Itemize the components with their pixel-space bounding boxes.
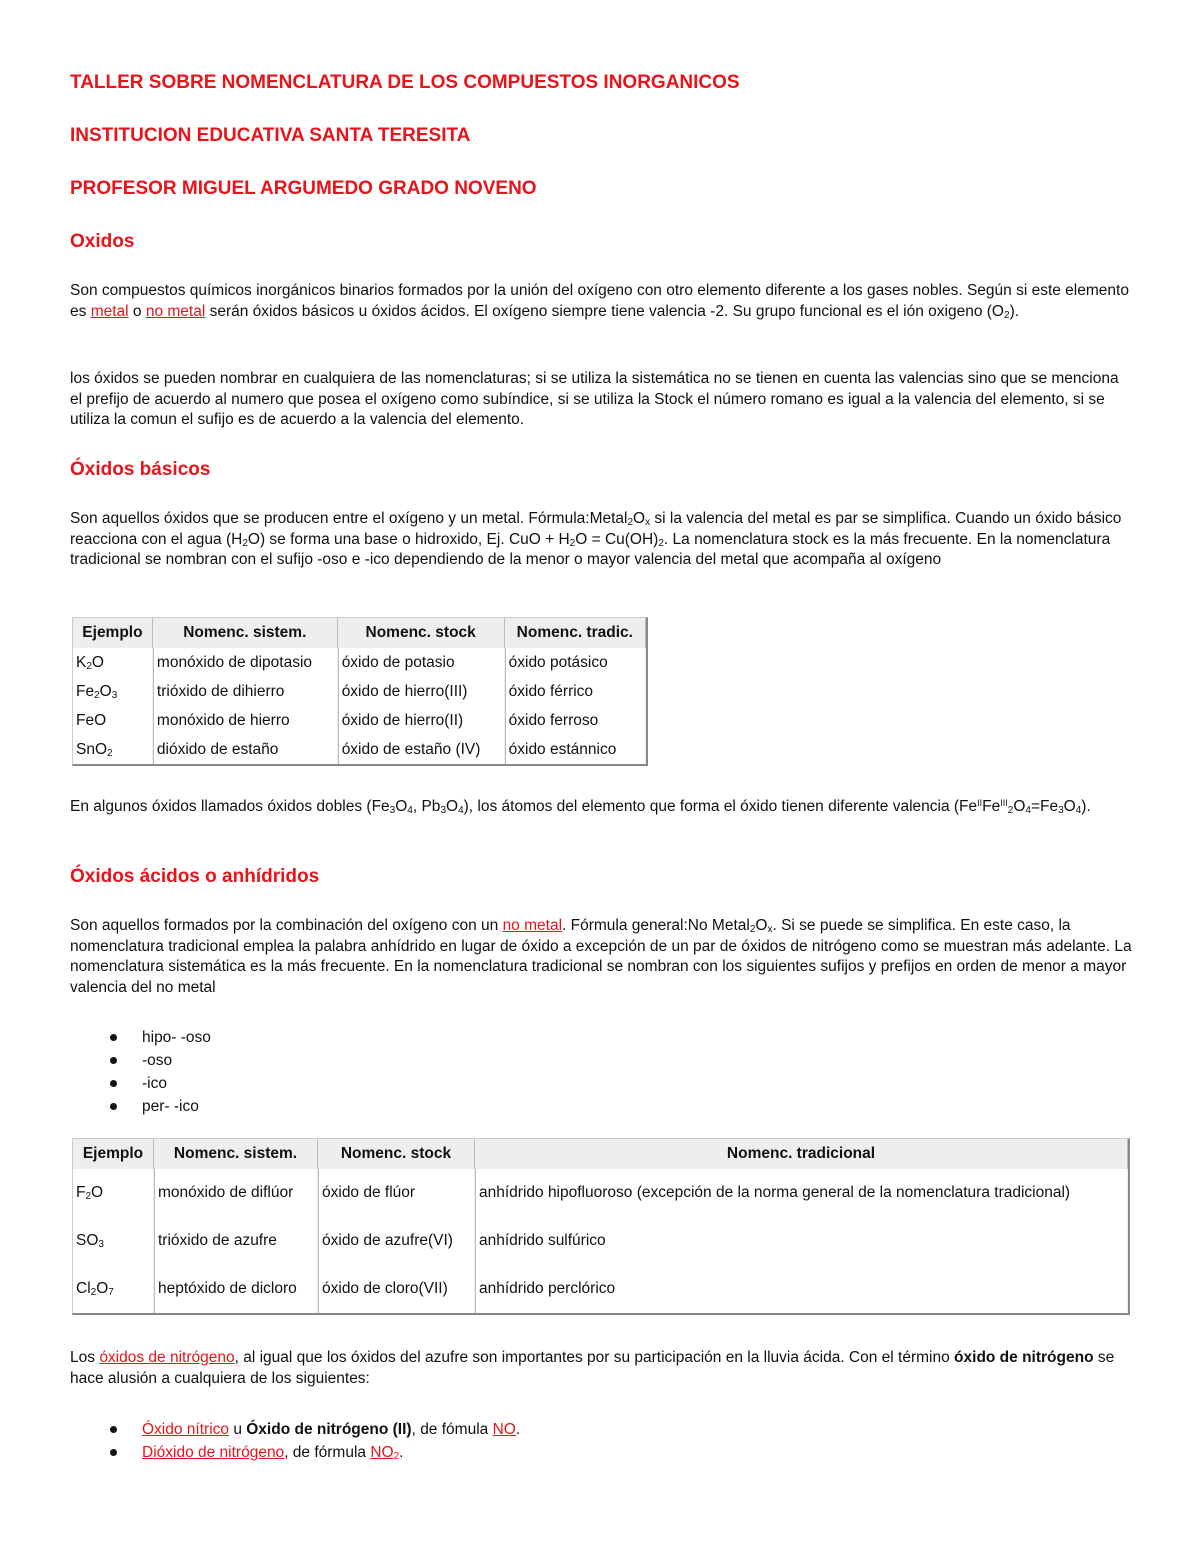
institution-title: INSTITUCION EDUCATIVA SANTA TERESITA [70, 125, 471, 146]
table-header-row [73, 618, 646, 648]
suffix-prefix-list [110, 1026, 211, 1118]
tradic-cell: anhídrido hipofluoroso (excepción de la norma general de la nomenclatura tradicional) [475, 1169, 1128, 1217]
list-item: Dióxido de nitrógeno, de fórmula $NO_2$. [110, 1441, 520, 1464]
basic-oxides-table [72, 617, 648, 766]
table-row [73, 735, 646, 764]
formula-cell: $F_2O$ [73, 1169, 154, 1217]
column-header: Nomenc. sistem. [153, 618, 338, 648]
no-metal-link[interactable]: no metal [145, 302, 206, 320]
stock-cell: óxido de potasio [338, 648, 505, 677]
no2-formula-link[interactable]: $NO_2$ [370, 1444, 400, 1462]
column-header: Nomenc. tradic. [505, 618, 646, 648]
list-item: hipo- -oso [110, 1026, 211, 1049]
stock-cell: óxido de cloro(VII) [318, 1265, 475, 1313]
sistem-cell: monóxido de diflúor [154, 1169, 318, 1217]
oxidos-nomenclature-paragraph: los óxidos se pueden nombrar en cualquiera de las nomenclaturas; si se utiliza la sistemática no se tienen en cuenta las valencias sino que se menciona el prefijo de acuerdo al numero que posea el oxígeno como subíndice, si se utiliza la Stock el número romano es igual a la valencia del elemento, si se utiliza la comun el sufijo es de acuerdo a la valencia del elemento. [70, 370, 1119, 428]
section-heading-oxidos-acidos: Óxidos ácidos o anhídridos [70, 866, 320, 887]
table-row [73, 706, 646, 735]
tradic-cell: óxido férrico [505, 677, 646, 706]
no-formula-link[interactable]: NO [492, 1421, 516, 1438]
oxidos-de-nitrogeno-link[interactable]: óxidos de nitrógeno [99, 1349, 235, 1366]
column-header: Ejemplo [73, 1139, 154, 1169]
sistem-cell: dióxido de estaño [153, 735, 338, 764]
tradic-cell: óxido potásico [505, 648, 646, 677]
table-row [73, 1169, 1128, 1217]
oxido-nitrico-link[interactable]: Óxido nítrico [142, 1421, 230, 1438]
tradic-cell: anhídrido perclórico [475, 1265, 1128, 1313]
stock-cell: óxido de flúor [318, 1169, 475, 1217]
metal-link[interactable]: metal [90, 302, 129, 320]
stock-cell: óxido de hierro(III) [338, 677, 505, 706]
document-title: TALLER SOBRE NOMENCLATURA DE LOS COMPUESTOS INORGANICOS [70, 72, 740, 93]
section-heading-oxidos: Oxidos [70, 231, 135, 252]
column-header: Nomenc. stock [338, 618, 505, 648]
column-header: Nomenc. sistem. [154, 1139, 318, 1169]
basicos-paragraph: Son aquellos óxidos que se producen entre el oxígeno y un metal. $Fórmula:Metal_2O_x$ si la valencia del metal es par se simplifica. Cuando un óxido básico reacciona con el agua $(H_2O)$ se forma una base o hidroxido, Ej. CuO + $H_2O = Cu(OH)_2$. La nomenclatura stock es la más frecuente. En la nomenclatura tradicional se nombran con el sufijo -oso e -ico dependiendo de la menor o mayor valencia del metal que acompaña al oxígeno [70, 510, 1122, 568]
formula-cell: $Cl_2O_7$ [73, 1265, 154, 1313]
column-header: Nomenc. stock [318, 1139, 475, 1169]
table-header-row [73, 1139, 1128, 1169]
formula-cell: $Fe_2O_3$ [73, 677, 153, 706]
formula-cell: $SO_3$ [73, 1217, 154, 1265]
formula-cell: $K_2O$ [73, 648, 153, 677]
tradic-cell: óxido estánnico [505, 735, 646, 764]
column-header: Ejemplo [73, 618, 153, 648]
oxidos-intro-paragraph: Son compuestos químicos inorgánicos binarios formados por la unión del oxígeno con otro elemento diferente a los gases nobles. Según si este elemento es metal o no metal serán óxidos básicos u óxidos ácidos. El oxígeno siempre tiene valencia -2. Su grupo funcional es el ión oxigeno $(O_2)$. [70, 282, 1129, 321]
list-item: -ico [110, 1072, 211, 1095]
sistem-cell: monóxido de hierro [153, 706, 338, 735]
stock-cell: óxido de estaño (IV) [338, 735, 505, 764]
list-item: Óxido nítrico u Óxido de nitrógeno (II), de fómula NO. [110, 1418, 520, 1441]
sistem-cell: trióxido de azufre [154, 1217, 318, 1265]
nitrogen-oxides-list [110, 1418, 520, 1464]
tradic-cell: anhídrido sulfúrico [475, 1217, 1128, 1265]
formula-cell: SnO$_2$ [73, 735, 153, 764]
teacher-title: PROFESOR MIGUEL ARGUMEDO GRADO NOVENO [70, 178, 537, 199]
nitrogeno-paragraph: Los óxidos de nitrógeno, al igual que los óxidos del azufre son importantes por su participación en la lluvia ácida. Con el término óxido de nitrógeno se hace alusión a cualquiera de los siguientes: [70, 1349, 1115, 1387]
sistem-cell: heptóxido de dicloro [154, 1265, 318, 1313]
acidos-paragraph: Son aquellos formados por la combinación del oxígeno con un no metal. Fórmula general:No $Metal_2O_x$. Si se puede se simplifica. En este caso, la nomenclatura tradicional emplea la palabra anhídrido en lugar de óxido a excepción de un par de óxidos de nitrógeno como se muestran más adelante. La nomenclatura sistemática es la más frecuente. En la nomenclatura tradicional se nombran con los siguientes sufijos y prefijos en orden de menor a mayor valencia del no metal [70, 917, 1132, 996]
list-item: per- -ico [110, 1095, 211, 1118]
tradic-cell: óxido ferroso [505, 706, 646, 735]
list-item: -oso [110, 1049, 211, 1072]
formula-cell: FeO [73, 706, 153, 735]
table-row [73, 1217, 1128, 1265]
table-row [73, 677, 646, 706]
acid-oxides-table [72, 1138, 1130, 1315]
section-heading-oxidos-basicos: Óxidos básicos [70, 459, 211, 480]
sistem-cell: monóxido de dipotasio [153, 648, 338, 677]
table-row [73, 1265, 1128, 1313]
stock-cell: óxido de azufre(VI) [318, 1217, 475, 1265]
column-header: Nomenc. tradicional [475, 1139, 1128, 1169]
oxidos-dobles-paragraph: En algunos óxidos llamados óxidos dobles ($Fe_3O_4$, $Pb_3O_4$), los átomos del elemento que forma el óxido tienen diferente valencia $(Fe^{II}Fe^{III}_2O_4=Fe_3O_4)$. [70, 798, 1091, 816]
dioxido-de-nitrogeno-link[interactable]: Dióxido de nitrógeno [142, 1444, 285, 1461]
stock-cell: óxido de hierro(II) [338, 706, 505, 735]
sistem-cell: trióxido de dihierro [153, 677, 338, 706]
table-row [73, 648, 646, 677]
no-metal-link[interactable]: no metal [502, 917, 563, 934]
